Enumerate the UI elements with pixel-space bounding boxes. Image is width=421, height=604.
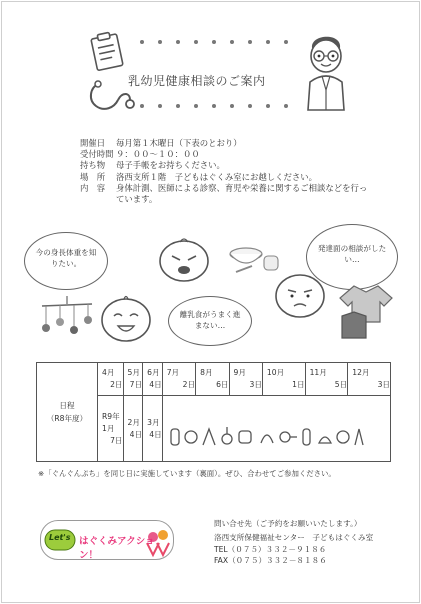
contact-office: 洛西支所保健福祉センター 子どもはぐくみ室 [214,532,374,542]
schedule-cell: R9年 1月 7日 [98,396,124,462]
schedule-cell: 5月 7日 [123,363,143,396]
speech-bubble-height-weight: 今の身長体重を知りたい。 [24,232,108,290]
pouting-baby-illustration [272,270,328,320]
schedule-cell: 10月 1日 [262,363,305,396]
contact-tel: TEL（０７５）３３２－９１８６ [214,544,327,554]
logo-lets-text: Let's [49,533,71,542]
schedule-decoration-cell [162,396,390,462]
crying-baby-illustration [156,236,212,284]
page-title: 乳幼児健康相談のご案内 [128,74,266,88]
speech-bubble-baby-food: 離乳食がうまく進まない… [168,296,252,346]
dot-decoration-bottom [140,104,300,112]
baby-mobile-illustration [36,296,98,342]
info-row-items: 持ち物 母子手帳をお持ちください。 [80,160,225,171]
schedule-header-cell: 日程 （R8年度） [37,363,98,462]
info-row-date: 開催日 毎月第１木曜日（下表のとおり） [80,138,242,148]
schedule-cell: 8月 6日 [196,363,229,396]
schedule-table [36,362,391,462]
logo-main-text: はぐくみアクション！ [79,536,155,561]
smiling-baby-illustration [98,294,154,344]
doctor-illustration [300,30,352,112]
schedule-cell: 4月 2日 [98,363,124,396]
note-text: ※「ぐんぐんぷち」を同じ日に実施しています（裏面）。ぜひ、合わせてご参加ください。 [38,469,336,478]
info-row-reception-time: 受付時間 ９：００～１０：００ [80,149,200,160]
schedule-cell: 12月 3日 [348,363,391,396]
speech-bubble-development: 発達面の相談がしたい… [306,224,398,290]
schedule-cell: 7月 2日 [162,363,195,396]
baby-goods-icons [169,423,365,453]
contact-fax: FAX（０７５）３３２－８１８６ [214,556,327,566]
contact-block [214,518,373,567]
schedule-cell: 11月 5日 [305,363,348,396]
info-row-content: 内 容 身体計測、医師による診察、育児や栄養に関するご相談などを行っています。 [80,182,368,205]
info-block [80,138,368,205]
schedule-cell: 2月 4日 [123,396,143,462]
schedule-cell: 3月 4日 [143,396,163,462]
baby-clothes-illustration [336,282,396,340]
clipboard-icon [84,30,132,74]
schedule-cell: 9月 3日 [229,363,262,396]
hagukumi-action-logo [40,520,174,560]
dot-decoration-top [140,40,300,48]
schedule-cell: 6月 4日 [143,363,163,396]
contact-heading: 問い合せ先（ご予約をお願いいたします。） [214,519,362,528]
info-row-place: 場 所 洛西支所１階 子どもはぐくみ室にお越しください。 [80,171,317,182]
